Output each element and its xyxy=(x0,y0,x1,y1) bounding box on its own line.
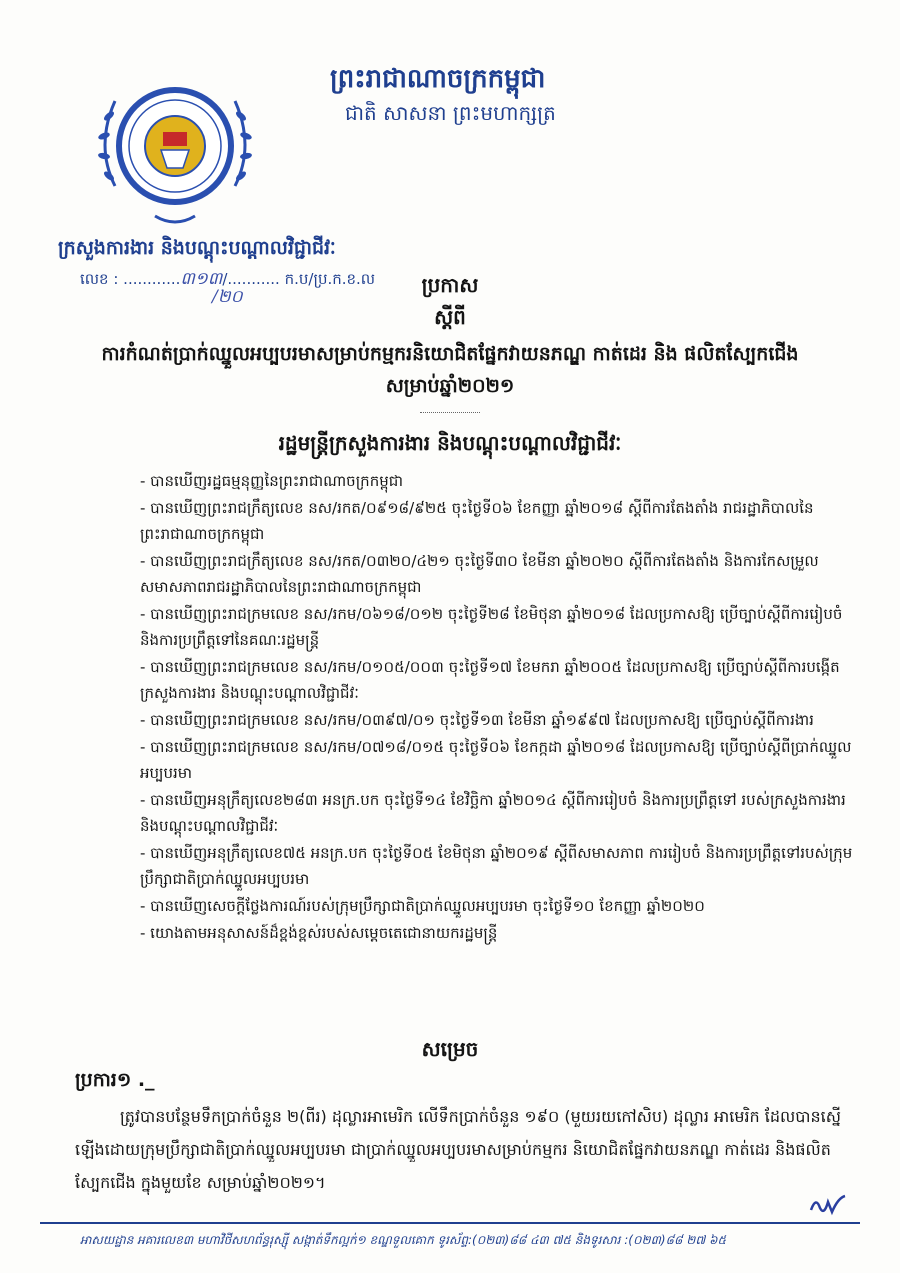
kingdom-title: ព្រះរាជាណាចក្រកម្ពុជា xyxy=(330,64,546,94)
ministry-name: ក្រសួងការងារ និងបណ្តុះបណ្តាលវិជ្ជាជីវៈ xyxy=(58,237,336,259)
footer-divider xyxy=(40,1222,860,1224)
national-motto: ជាតិ សាសនា ព្រះមហាក្សត្រ xyxy=(345,101,556,125)
list-item: - បានឃើញព្រះរាជក្រមលេខ នស/រកម/០៧១៨/០១៥ ចុះថ្ងៃទី០៦ ខែកក្កដា ឆ្នាំ២០១៨ ដែលប្រកាសឱ្យ ប្រើច្បាប់ស្តីពីប្រាក់ឈ្នួលអប្បបរមា xyxy=(140,738,852,782)
minister-title: រដ្ឋមន្ត្រីក្រសួងការងារ និងបណ្តុះបណ្តាលវិជ្ជាជីវៈ xyxy=(278,431,622,455)
reference-number-2: /២០ xyxy=(212,287,243,307)
divider xyxy=(420,412,480,413)
list-item: - បានឃើញព្រះរាជក្រមលេខ នស/រកម/០៦១៨/០១២ ចុះថ្ងៃទី២៨ ខែមិថុនា ឆ្នាំ២០១៨ ដែលប្រកាសឱ្យ ប្រើច្បាប់ស្តីពីការរៀបចំនិងការប្រព្រឹត្តទៅនៃគណៈរដ្ឋមន្ត្រី xyxy=(140,605,843,649)
decision-heading: សម្រេច xyxy=(421,1037,479,1061)
list-item: - បានឃើញព្រះរាជក្រមលេខ នស/រកម/០១០៥/០០៣ ចុះថ្ងៃទី១៧ ខែមករា ឆ្នាំ២០០៥ ដែលប្រកាសឱ្យ ប្រើច្បាប់ស្តីពីការបង្កើតក្រសួងការងារ និងបណ្តុះបណ្តាលវិជ្ជាជីវៈ xyxy=(140,658,840,702)
list-item: - បានឃើញព្រះរាជក្រឹត្យលេខ នស/រកត/០៩១៨/៩២៥ ចុះថ្ងៃទី០៦ ខែកញ្ញា ឆ្នាំ២០១៨ ស្តីពីការតែងតាំង រាជរដ្ឋាភិបាលនៃព្រះរាជាណាចក្រកម្ពុជា xyxy=(140,499,814,543)
list-item: - បានឃើញរដ្ឋធម្មនុញ្ញនៃព្រះរាជាណាចក្រកម្ពុជា xyxy=(140,472,404,490)
reference-line: លេខ : ............៣១៣/........... ក.ប/ប្រ.ក.ខ.ល xyxy=(80,269,376,289)
reference-label: លេខ : xyxy=(80,270,119,288)
article-1-heading: ប្រការ១ ._ xyxy=(75,1069,155,1091)
list-item: - យោងតាមអនុសាសន៍ដ៏ខ្ពង់ខ្ពស់របស់សម្តេចតេជោនាយករដ្ឋមន្ត្រី xyxy=(140,924,498,942)
list-item: - បានឃើញអនុក្រឹត្យលេខ២៨៣ អនក្រ.បក ចុះថ្ងៃទី១៤ ខែវិច្ឆិកា ឆ្នាំ២០១៤ ស្តីពីការរៀបចំ និងការប្រព្រឹត្តទៅ របស់ក្រសួងការងារ និងបណ្តុះបណ្តាលវិជ្ជាជីវៈ xyxy=(140,791,846,835)
legal-references xyxy=(140,468,860,947)
article-1-text: ត្រូវបានបន្ថែមទឹកប្រាក់ចំនួន ២(ពីរ) ដុល្លារអាមេរិក លើទឹកប្រាក់ចំនួន ១៩០ (មួយរយកៅសិប) ដុល្លារ អាមេរិក ដែលបានស្នើឡើងដោយក្រុមប្រឹក្សាជាតិប្រាក់ឈ្នួលអប្បបរមា ជាប្រាក់ឈ្នួលអប្បបរមាសម្រាប់កម្មករ និយោជិតផ្នែកវាយនភណ្ឌ កាត់ដេរ និងផលិតស្បែកជើង ក្នុងមួយខែ សម្រាប់ឆ្នាំ២០២១។ xyxy=(75,1107,841,1192)
document-about: ស្តីពី xyxy=(434,305,466,329)
document-type: ប្រកាស xyxy=(421,273,479,297)
list-item: - បានឃើញអនុក្រឹត្យលេខ៧៥ អនក្រ.បក ចុះថ្ងៃទី០៥ ខែមិថុនា ឆ្នាំ២០១៩ ស្តីពីសមាសភាព ការរៀបចំ និងការប្រព្រឹត្តទៅរបស់ក្រុមប្រឹក្សាជាតិប្រាក់ឈ្នួលអប្បបរមា xyxy=(140,844,853,888)
list-item: - បានឃើញសេចក្តីថ្លែងការណ៍របស់ក្រុមប្រឹក្សាជាតិប្រាក់ឈ្នួលអប្បបរមា ចុះថ្ងៃទី១០ ខែកញ្ញា ឆ្នាំ២០២០ xyxy=(140,897,705,915)
document-subject: ការកំណត់ប្រាក់ឈ្នួលអប្បបរមាសម្រាប់កម្មករនិយោជិតផ្នែកវាយនភណ្ឌ កាត់ដេរ និង ផលិតស្បែកជើង សម្រាប់ឆ្នាំ២០២១ xyxy=(101,343,799,397)
footer-address: អាសយដ្ឋាន អគារលេខ៣ មហាវិថីសហព័ន្ធរុស្ស៊ី សង្កាត់ទឹកល្អក់១ ខណ្ឌទួលគោក ទូរស័ព្ទ:(០២៣)៨៨ ៤៣ ៧៥ និងទូរសារ :(០២៣)៨៨ ២៧ ៦៥ xyxy=(80,1233,727,1247)
reference-suffix: ក.ប/ប្រ.ក.ខ.ល xyxy=(284,270,376,288)
list-item: - បានឃើញព្រះរាជក្រមលេខ នស/រកម/០៣៩៧/០១ ចុះថ្ងៃទី១៣ ខែមីនា ឆ្នាំ១៩៩៧ ដែលប្រកាសឱ្យ ប្រើច្បាប់ស្តីពីការងារ xyxy=(140,711,814,729)
reference-number: ៣១៣ xyxy=(180,269,223,289)
list-item: - បានឃើញព្រះរាជក្រឹត្យលេខ នស/រកត/០៣២០/៤២១ ចុះថ្ងៃទី៣០ ខែមីនា ឆ្នាំ២០២០ ស្តីពីការតែងតាំង និងការកែសម្រួលសមាសភាពរាជរដ្ឋាភិបាលនៃព្រះរាជាណាចក្រកម្ពុជា xyxy=(140,552,819,596)
ministry-logo xyxy=(85,66,265,231)
signature-mark xyxy=(808,1192,848,1218)
